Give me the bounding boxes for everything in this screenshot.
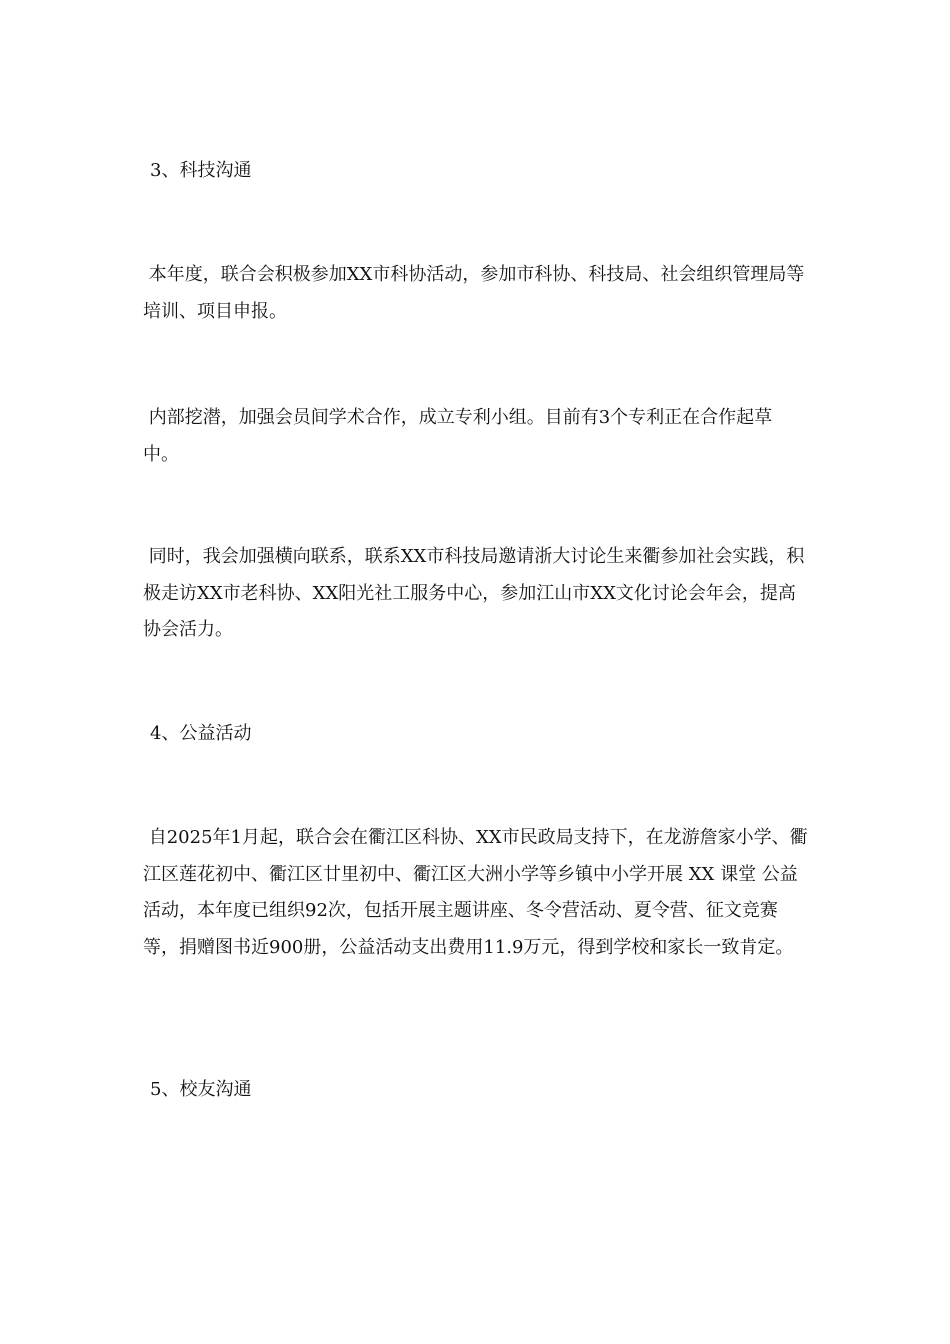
section-heading-public-welfare: 4、公益活动 — [150, 723, 252, 744]
paragraph-horizontal-liaison: 同时，我会加强横向联系，联系XX市科技局邀请浙大讨论生来衢参加社会实践，积极走访XX市老科协、XX阳光社工服务中心，参加江山市XX文化讨论会年会，提高协会活力。 — [143, 546, 805, 640]
paragraph-welfare-activities: 自2025年1月起，联合会在衢江区科协、XX市民政局支持下，在龙游詹家小学、衢江区莲花初中、衢江区廿里初中、衢江区大洲小学等乡镇中小学开展 XX 课堂 公益活动，本年度已组织92次，包括开展主题讲座、冬令营活动、夏令营、征文竞赛等，捐赠图书近900册，公益活动支出费用11.9万元，得到学校和家长一致肯定。 — [143, 827, 808, 958]
section-heading-tech-communication: 3、科技沟通 — [150, 160, 252, 181]
section-heading-alumni-communication: 5、校友沟通 — [150, 1079, 252, 1100]
paragraph-annual-participation: 本年度，联合会积极参加XX市科协活动，参加市科协、科技局、社会组织管理局等培训、项目申报。 — [143, 264, 805, 322]
paragraph-internal-cooperation: 内部挖潜，加强会员间学术合作，成立专利小组。目前有3个专利正在合作起草中。 — [143, 407, 773, 465]
